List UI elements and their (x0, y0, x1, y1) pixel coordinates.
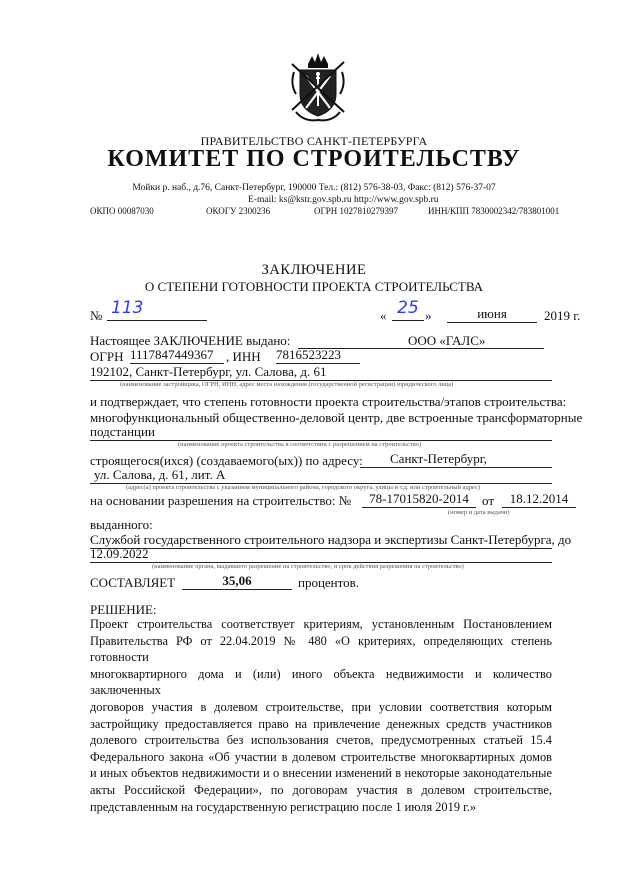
issued-address: 192102, Санкт-Петербург, ул. Салова, д. 61 (90, 364, 552, 381)
ogrn-label: ОГРН (90, 349, 124, 364)
document-day: 25 (397, 298, 419, 318)
inn-kpp-code: ИНН/КПП 7830002342/783801001 (428, 206, 560, 216)
decision-paragraph (90, 616, 552, 815)
committee-name: КОМИТЕТ ПО СТРОИТЕЛЬСТВУ (107, 146, 521, 172)
date-close-quote: » (425, 308, 432, 323)
issued-label: Настоящее ЗАКЛЮЧЕНИЕ выдано: (90, 333, 291, 348)
decision-line: договоров участия в долевом строительстве, при условии соответствия которым (90, 699, 552, 714)
confirm-line-3: подстанции (90, 424, 552, 441)
location-note: (адрес(а) проекта строительства с указанием муниципального района, городского округа, улицы и т.д. или строительный адрес) (126, 484, 481, 491)
amount-unit: процентов. (298, 575, 360, 590)
coat-of-arms-emblem (286, 50, 350, 126)
decision-last-line: представленным на государственную регистрацию после 1 июля 2019 г.» (90, 799, 477, 814)
decision-line: застройщику предоставляется право на привлечение денежных средств участников (90, 716, 552, 731)
permit-note: (номер и дата выдачи) (448, 509, 510, 516)
confirm-line-1: и подтверждает, что степень готовности проекта строительства/этапов строительства: (90, 394, 567, 409)
document-title: ЗАКЛЮЧЕНИЕ (261, 262, 367, 278)
confirm-note: (наименование проекта строительства в соответствии с разрешением на строительство) (178, 441, 422, 448)
inn-value: 7816523223 (276, 347, 360, 364)
document-year: 2019 г. (544, 308, 581, 323)
decision-line: долевого строительства без использования счетов, предусмотренных статьей 15.4 (90, 733, 552, 748)
permit-from: от (482, 493, 495, 508)
permit-issuer-date: 12.09.2022 (90, 546, 552, 563)
confirm-line-2: многофункциональный общественно-деловой центр, две встроенные трансформаторные (90, 410, 583, 425)
permit-issuer-note: (наименование органа, выдавшего разрешение на строительство, и срок действия разрешения на строительство) (152, 563, 464, 570)
committee-email: E-mail: ks@kstr.gov.spb.ru http://www.gov.spb.ru (248, 195, 439, 205)
amount-label: СОСТАВЛЯЕТ (90, 575, 176, 590)
inn-label: , ИНН (226, 349, 261, 364)
decision-line: Проект строительства соответствует критериям, установленным Постановлением (90, 617, 552, 631)
okogu-code: ОКОГУ 2300236 (206, 206, 271, 216)
issued-note: (наименование застройщика, ОГРН, ИНН, адрес места нахождения (государственной регистрации) юридического лица) (120, 381, 454, 388)
location-city: Санкт-Петербург, (360, 451, 552, 468)
location-street: ул. Салова, д. 61, лит. А (90, 467, 552, 484)
decision-line: Правительства РФ от 22.04.2019 № 480 «О критериях, определяющих степень готовности (90, 633, 552, 665)
decision-line: акты Российской Федерации», по договорам участия в долевом строительстве, (90, 782, 552, 797)
document-number: 113 (111, 298, 144, 318)
document-month: июня (447, 306, 537, 323)
day-field (392, 298, 424, 321)
okpo-code: ОКПО 00087030 (90, 206, 154, 216)
location-label: строящегося(ихся) (создаваемого(ых)) по адресу: (90, 453, 363, 468)
permit-date: 18.12.2014 (502, 491, 576, 508)
document-subtitle: О СТЕПЕНИ ГОТОВНОСТИ ПРОЕКТА СТРОИТЕЛЬСТВА (144, 279, 484, 294)
company-name: ООО «ГАЛС» (408, 333, 486, 348)
committee-address: Мойки р. наб., д.76, Санкт-Петербург, 190000 Тел.: (812) 576-38-03, Факс: (812) 576-37-07 (132, 183, 496, 193)
decision-line: многоквартирного дома и (или) иного объекта недвижимости и количество заключенных (90, 666, 552, 698)
permit-issued-label: выданного: (90, 517, 153, 532)
government-name: ПРАВИТЕЛЬСТВО САНКТ-ПЕТЕРБУРГА (200, 134, 428, 148)
permit-number: 78-17015820-2014 (362, 491, 476, 508)
date-open-quote: « (380, 308, 387, 323)
decision-line: и иных объектов недвижимости и о внесении изменений в некоторые законодательные (90, 766, 552, 781)
amount-value: 35,06 (182, 573, 292, 590)
permit-label: на основании разрешения на строительство: № (90, 493, 352, 508)
number-sign: № (90, 308, 103, 323)
ogrn-code: ОГРН 1027810279397 (314, 206, 398, 216)
number-field (107, 298, 207, 321)
ogrn-value: 1117847449367 (130, 347, 224, 364)
decision-line: Федерального закона «Об участии в долевом строительстве многоквартирных домов (90, 749, 552, 764)
decision-heading: РЕШЕНИЕ: (90, 602, 157, 617)
permit-issuer: Службой государственного строительного надзора и экспертизы Санкт-Петербурга, до (90, 532, 572, 547)
